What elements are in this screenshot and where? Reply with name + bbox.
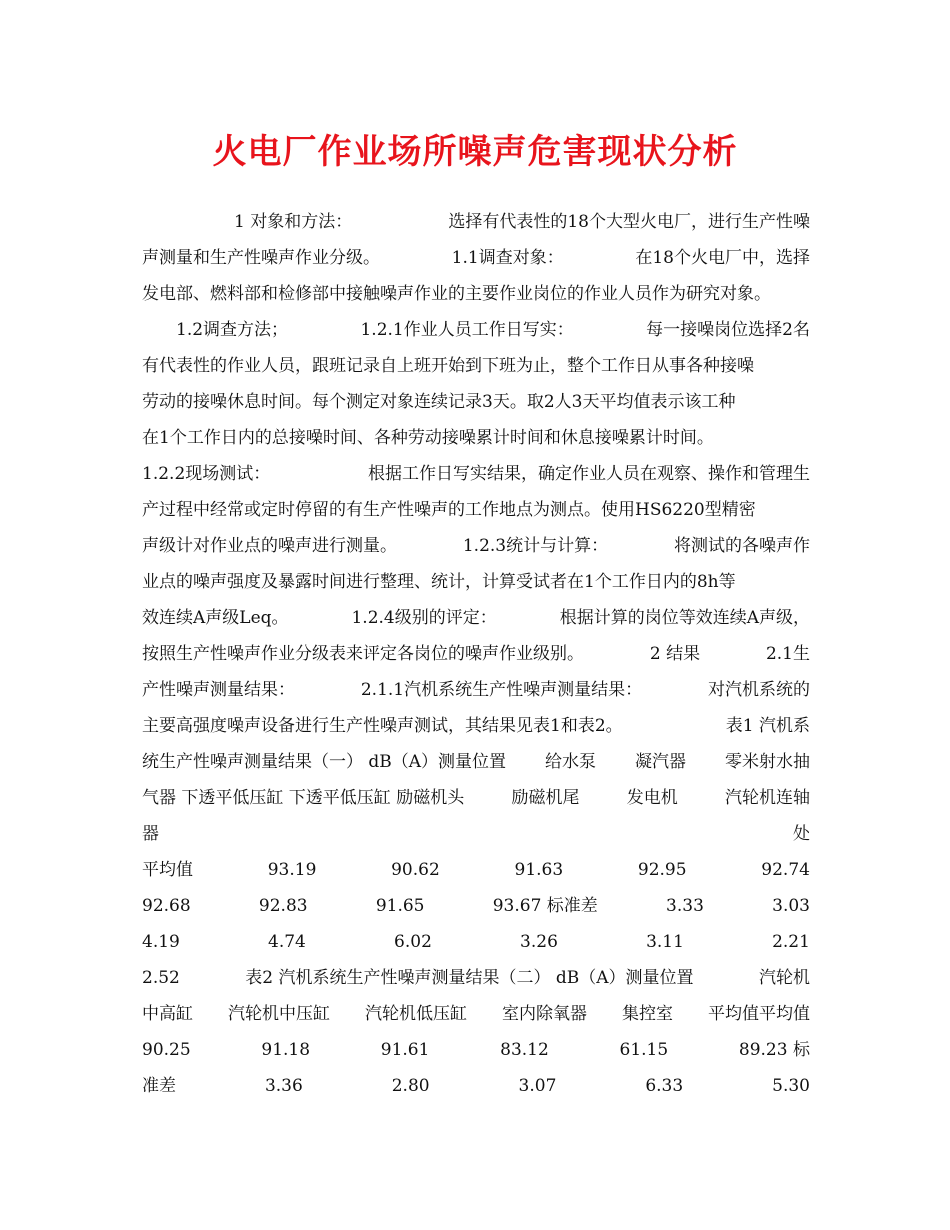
text-segment: 61.15 — [619, 1040, 669, 1060]
text-segment: 汽轮机中压缸 — [228, 1004, 330, 1024]
text-segment: 汽轮机连轴 — [724, 788, 810, 808]
text-segment: 91.61 — [380, 1040, 430, 1060]
text-segment: 3.03 — [772, 896, 810, 916]
text-line — [142, 492, 810, 528]
text-segment: 92.83 — [258, 896, 308, 916]
text-segment: 5.30 — [772, 1076, 810, 1096]
document-body — [142, 204, 810, 1104]
text-segment: 产过程中经常或定时停留的有生产性噪声的工作地点为测点。使用HS6220型精密 — [142, 500, 756, 520]
text-line — [142, 1068, 810, 1104]
text-segment: 准差 — [142, 1076, 176, 1096]
text-segment: 平均值 — [142, 860, 193, 880]
text-line — [142, 240, 810, 276]
text-segment: 1.2.4级别的评定： — [351, 608, 497, 628]
text-segment: 效连续A声级Leq。 — [142, 608, 289, 628]
text-segment: 3.33 — [666, 896, 704, 916]
text-line — [142, 960, 810, 996]
text-segment: 2.21 — [772, 932, 810, 952]
text-segment: 发电机 — [626, 788, 678, 808]
text-segment: 汽轮机 — [758, 968, 810, 988]
text-segment: 1.1调查对象： — [451, 248, 564, 268]
text-segment: 劳动的接噪休息时间。每个测定对象连续记录3天。取2人3天平均值表示该工种 — [142, 392, 736, 412]
text-line — [142, 600, 810, 636]
text-segment: 3.11 — [646, 932, 684, 952]
text-segment: 91.18 — [261, 1040, 311, 1060]
text-segment: 2.80 — [391, 1076, 430, 1096]
text-segment: 室内除氧器 — [502, 1004, 587, 1024]
text-segment: 励磁机尾 — [511, 788, 580, 808]
text-segment: 92.95 — [637, 860, 687, 880]
text-line — [142, 744, 810, 780]
text-line — [142, 564, 810, 600]
text-segment: 4.19 — [142, 932, 180, 952]
text-line — [142, 348, 810, 384]
text-segment: 根据计算的岗位等效连续A声级， — [559, 608, 810, 628]
text-segment: 83.12 — [500, 1040, 549, 1060]
text-segment: 产性噪声测量结果： — [142, 680, 295, 700]
text-line — [142, 924, 810, 960]
text-line — [142, 636, 810, 672]
text-segment: 发电部、燃料部和检修部中接触噪声作业的主要作业岗位的作业人员作为研究对象。 — [142, 284, 771, 304]
text-segment: 2.52 — [142, 968, 180, 988]
text-segment: 3.26 — [520, 932, 558, 952]
text-segment: 对汽机系统的 — [707, 680, 810, 700]
text-segment: 气器 下透平低压缸 下透平低压缸 励磁机头 — [142, 788, 465, 808]
text-segment: 按照生产性噪声作业分级表来评定各岗位的噪声作业级别。 — [142, 644, 584, 664]
text-line — [142, 528, 810, 564]
text-segment: 将测试的各噪声作 — [673, 536, 810, 556]
text-segment: 中高缸 — [142, 1004, 193, 1024]
document-title: 火电厂作业场所噪声危害现状分析 — [212, 132, 738, 172]
text-segment: 2 结果 — [649, 644, 701, 664]
text-line — [142, 888, 810, 924]
text-segment: 表1 汽机系 — [725, 716, 810, 736]
text-segment: 2.1生 — [765, 644, 810, 664]
text-segment: 凝汽器 — [635, 752, 686, 772]
text-line — [142, 420, 810, 456]
text-line — [142, 1032, 810, 1068]
text-segment: 主要高强度噪声设备进行生产性噪声测试，其结果见表1和表2。 — [142, 716, 623, 736]
text-line — [142, 456, 810, 492]
text-segment: 92.74 — [761, 860, 810, 880]
text-segment: 93.19 — [267, 860, 317, 880]
text-segment: 根据工作日写实结果，确定作业人员在观察、操作和管理生 — [368, 464, 810, 484]
text-line — [142, 312, 810, 348]
text-segment: 集控室 — [622, 1004, 673, 1024]
text-segment: 选择有代表性的18个大型火电厂，进行生产性噪 — [448, 212, 810, 232]
text-segment: 89.23 标 — [738, 1040, 810, 1060]
text-segment: 90.25 — [142, 1040, 191, 1060]
text-line — [142, 384, 810, 420]
text-segment: 2.1.1汽机系统生产性噪声测量结果： — [360, 680, 643, 700]
text-segment: 6.33 — [645, 1076, 684, 1096]
text-segment: 声测量和生产性噪声作业分级。 — [142, 248, 380, 268]
text-segment: 4.74 — [268, 932, 306, 952]
text-segment: 3.36 — [264, 1076, 303, 1096]
text-segment: 汽轮机低压缸 — [365, 1004, 467, 1024]
text-segment: 3.07 — [518, 1076, 557, 1096]
text-line — [142, 204, 810, 240]
text-segment: 在18个火电厂中，选择 — [635, 248, 810, 268]
text-segment: 91.65 — [375, 896, 425, 916]
text-segment: 给水泵 — [545, 752, 597, 772]
text-segment: 1.2调查方法； — [176, 320, 289, 340]
text-segment: 1.2.3统计与计算： — [462, 536, 609, 556]
text-line — [142, 672, 810, 708]
text-segment: 92.68 — [142, 896, 191, 916]
text-segment: 器 — [142, 824, 159, 844]
text-line — [142, 996, 810, 1032]
text-segment: 处 — [793, 824, 810, 844]
text-segment: 声级计对作业点的噪声进行测量。 — [142, 536, 397, 556]
text-line — [142, 852, 810, 888]
text-segment: 平均值平均值 — [708, 1004, 810, 1024]
text-segment: 1 对象和方法： — [234, 212, 353, 232]
text-segment: 1.2.2现场测试： — [142, 464, 271, 484]
text-line — [142, 780, 810, 816]
text-segment: 1.2.1作业人员工作日写实： — [360, 320, 574, 340]
text-segment: 零米射水抽 — [724, 752, 810, 772]
text-segment: 每一接噪岗位选择2名 — [646, 320, 810, 340]
text-segment: 在1个工作日内的总接噪时间、各种劳动接噪累计时间和休息接噪累计时间。 — [142, 428, 714, 448]
text-segment: 表2 汽机系统生产性噪声测量结果（二） dB（A）测量位置 — [245, 968, 694, 988]
text-line — [142, 276, 810, 312]
text-segment: 6.02 — [394, 932, 432, 952]
text-segment: 91.63 — [514, 860, 564, 880]
text-segment: 93.67 标准差 — [492, 896, 598, 916]
text-segment: 业点的噪声强度及暴露时间进行整理、统计，计算受试者在1个工作日内的8h等 — [142, 572, 736, 592]
text-segment: 有代表性的作业人员，跟班记录自上班开始到下班为止，整个工作日从事各种接噪 — [142, 356, 754, 376]
text-segment: 统生产性噪声测量结果（一） dB（A）测量位置 — [142, 752, 507, 772]
text-line — [142, 816, 810, 852]
text-line — [142, 708, 810, 744]
text-segment: 90.62 — [391, 860, 440, 880]
